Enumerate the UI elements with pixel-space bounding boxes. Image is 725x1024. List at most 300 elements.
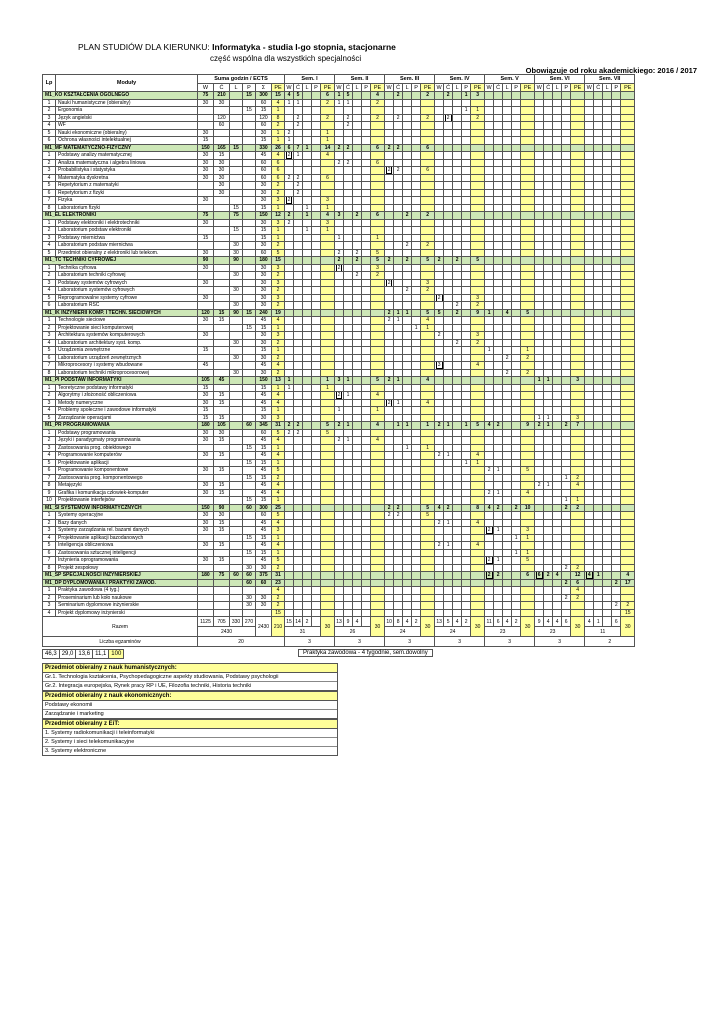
semester-cell [535, 159, 544, 167]
totals-sem-cell [603, 617, 612, 627]
subject-row [43, 489, 635, 497]
sum-cell: 1 [272, 204, 285, 212]
sum-cell: 15 [198, 384, 214, 392]
semester-cell: 4 [471, 542, 485, 550]
sum-cell: 30 [256, 354, 272, 362]
semester-cell [312, 497, 321, 505]
semester-cell: 1 [485, 347, 494, 355]
semester-cell [585, 444, 594, 452]
totals-sem-pe: 30 [321, 617, 335, 637]
semester-cell [485, 482, 494, 490]
semester-cell [312, 324, 321, 332]
subject-row [43, 152, 635, 160]
semester-cell [444, 354, 453, 362]
semester-cell [544, 557, 553, 565]
semester-cell [453, 159, 462, 167]
sum-cell [214, 497, 230, 505]
semester-cell [553, 302, 562, 310]
semester-cell [535, 182, 544, 190]
semester-cell [321, 564, 335, 572]
sum-cell [243, 204, 256, 212]
semester-cell [312, 92, 321, 100]
sum-cell [243, 587, 256, 595]
semester-cell [494, 144, 503, 152]
semester-cell [444, 122, 453, 130]
semester-cell [344, 512, 353, 520]
semester-cell [362, 257, 371, 265]
semester-cell [435, 497, 444, 505]
semester-cell [344, 474, 353, 482]
semester-cell [444, 489, 453, 497]
semester-cell [362, 534, 371, 542]
summary-value: 29,0 [59, 650, 76, 659]
totals-sem-pe: 30 [471, 617, 485, 637]
semester-cell [421, 339, 435, 347]
semester-cell [335, 527, 344, 535]
sum-cell: 3 [272, 527, 285, 535]
subject-name: Praktyka zawodowa (4 tyg.) [56, 587, 198, 595]
semester-cell [353, 497, 362, 505]
semester-cell: 2 [421, 114, 435, 122]
sum-cell: 30 [198, 99, 214, 107]
semester-cell [503, 437, 512, 445]
semester-cell [562, 519, 571, 527]
semester-cell [362, 167, 371, 175]
sum-cell [230, 219, 243, 227]
semester-cell [485, 362, 494, 370]
semester-cell [571, 294, 585, 302]
sum-cell: 1 [272, 107, 285, 115]
semester-cell [394, 497, 403, 505]
semester-cell [544, 122, 553, 130]
semester-cell [371, 602, 385, 610]
semester-cell [435, 407, 444, 415]
semester-cell [471, 407, 485, 415]
module-group-name: M1_TC TECHNIKI CYFROWEJ [43, 257, 198, 265]
semester-cell [362, 572, 371, 580]
semester-cell [412, 534, 421, 542]
subject-lp: 1 [43, 99, 56, 107]
sum-cell [230, 167, 243, 175]
semester-cell [494, 114, 503, 122]
semester-cell [544, 227, 553, 235]
sum-cell [214, 384, 230, 392]
semester-cell [312, 407, 321, 415]
semester-cell [353, 204, 362, 212]
subject-name: Fizyka [56, 197, 198, 205]
semester-cell [621, 444, 635, 452]
semester-cell [394, 189, 403, 197]
semester-cell [594, 384, 603, 392]
header-semester-1: Sem. I [285, 75, 335, 84]
semester-cell [435, 99, 444, 107]
sum-cell: 30 [230, 287, 243, 295]
sum-cell: 45 [256, 489, 272, 497]
sum-cell: 30 [198, 219, 214, 227]
semester-cell [521, 167, 535, 175]
semester-cell [571, 549, 585, 557]
semester-cell [512, 167, 521, 175]
semester-cell [585, 362, 594, 370]
semester-cell [303, 482, 312, 490]
semester-cell [362, 549, 371, 557]
semester-cell [303, 587, 312, 595]
sum-cell [230, 549, 243, 557]
sum-cell [214, 294, 230, 302]
semester-cell [403, 384, 412, 392]
semester-cell [594, 189, 603, 197]
semester-cell [585, 377, 594, 385]
semester-cell: 5 [294, 92, 303, 100]
sum-cell [243, 437, 256, 445]
semester-cell [294, 557, 303, 565]
semester-cell: 4 [371, 392, 385, 400]
semester-cell [421, 527, 435, 535]
semester-cell [362, 594, 371, 602]
semester-cell: 1 [303, 144, 312, 152]
semester-cell [303, 279, 312, 287]
semester-cell [503, 189, 512, 197]
semester-cell [562, 527, 571, 535]
sum-cell: 60 [256, 512, 272, 520]
semester-cell [512, 339, 521, 347]
semester-cell [585, 594, 594, 602]
semester-cell [412, 234, 421, 242]
semester-cell [621, 174, 635, 182]
semester-cell [621, 504, 635, 512]
semester-cell [285, 264, 294, 272]
semester-cell [353, 579, 362, 587]
semester-cell [335, 474, 344, 482]
sum-cell: 15 [272, 257, 285, 265]
semester-cell [353, 452, 362, 460]
semester-cell [403, 129, 412, 137]
semester-cell: 2 [612, 602, 621, 610]
sum-cell [230, 429, 243, 437]
semester-cell [494, 497, 503, 505]
internship-note: Praktyka zawodowa - 4 tygodnie, sem.dowolny [298, 649, 433, 657]
semester-cell [521, 497, 535, 505]
semester-cell [444, 609, 453, 617]
semester-cell [462, 249, 471, 257]
semester-cell [535, 429, 544, 437]
semester-cell [594, 174, 603, 182]
semester-cell [453, 377, 462, 385]
semester-cell [312, 302, 321, 310]
sum-cell: 150 [256, 212, 272, 220]
subject-name: Proseminarium lub koło naukowe [56, 594, 198, 602]
semester-cell [444, 347, 453, 355]
subject-row [43, 287, 635, 295]
semester-cell [362, 504, 371, 512]
semester-cell [321, 287, 335, 295]
semester-cell [394, 384, 403, 392]
semester-cell [512, 317, 521, 325]
semester-cell [353, 339, 362, 347]
semester-cell: 6 [521, 572, 535, 580]
sum-cell: 30 [214, 167, 230, 175]
semester-cell [444, 197, 453, 205]
semester-cell [385, 339, 394, 347]
semester-cell [535, 602, 544, 610]
semester-cell [553, 527, 562, 535]
sum-cell [230, 182, 243, 190]
sum-cell: 30 [256, 302, 272, 310]
semester-cell [594, 564, 603, 572]
semester-cell [553, 557, 562, 565]
semester-cell [412, 557, 421, 565]
semester-cell [335, 587, 344, 595]
semester-cell [394, 302, 403, 310]
semester-cell [571, 399, 585, 407]
sum-cell: 75 [214, 572, 230, 580]
semester-cell [612, 362, 621, 370]
semester-cell [603, 362, 612, 370]
semester-cell [294, 459, 303, 467]
sum-cell: 60 [243, 579, 256, 587]
semester-cell [321, 407, 335, 415]
semester-cell [435, 324, 444, 332]
sum-cell [230, 534, 243, 542]
semester-cell [535, 294, 544, 302]
semester-cell [344, 332, 353, 340]
sum-cell: 30 [198, 452, 214, 460]
semester-cell [294, 407, 303, 415]
semester-cell [544, 182, 553, 190]
semester-cell [344, 572, 353, 580]
semester-cell [571, 279, 585, 287]
semester-cell [394, 204, 403, 212]
semester-cell [285, 534, 294, 542]
sum-cell [230, 422, 243, 430]
semester-cell [412, 444, 421, 452]
semester-cell: 1 [321, 384, 335, 392]
semester-cell [503, 399, 512, 407]
semester-cell [412, 264, 421, 272]
semester-cell [494, 354, 503, 362]
totals-sem-cell: 10 [386, 618, 392, 625]
sum-cell: 15 [256, 107, 272, 115]
semester-cell [435, 534, 444, 542]
sum-cell [230, 579, 243, 587]
sum-cell: 75 [230, 212, 243, 220]
semester-cell [485, 497, 494, 505]
sum-cell [243, 489, 256, 497]
semester-cell: 2 [512, 504, 521, 512]
semester-cell [335, 572, 344, 580]
semester-cell [571, 219, 585, 227]
sum-cell [230, 137, 243, 145]
semester-cell: 1 [494, 557, 503, 565]
totals-sem-cell: 6 [494, 617, 503, 627]
semester-cell [321, 392, 335, 400]
semester-cell [371, 227, 385, 235]
semester-cell [362, 294, 371, 302]
semester-cell [571, 407, 585, 415]
semester-cell [612, 114, 621, 122]
semester-cell [503, 542, 512, 550]
header-sum: Suma godzin / ECTS [198, 75, 285, 84]
sum-cell: 4 [272, 392, 285, 400]
semester-cell [394, 227, 403, 235]
totals-sem-cell: 2 [412, 617, 421, 627]
header-semester-3: Sem. III [385, 75, 435, 84]
semester-cell [621, 534, 635, 542]
semester-cell [444, 212, 453, 220]
subject-lp: 7 [43, 362, 56, 370]
subject-row [43, 549, 635, 557]
semester-cell [612, 287, 621, 295]
semester-cell [321, 242, 335, 250]
semester-cell [485, 542, 494, 550]
semester-cell [285, 587, 294, 595]
semester-cell [335, 122, 344, 130]
semester-cell [403, 609, 412, 617]
semester-cell [462, 264, 471, 272]
semester-cell [453, 137, 462, 145]
exams-semester: 3 [285, 637, 335, 647]
subject-name: Ochrona własności intelektualnej [56, 137, 198, 145]
semester-cell [462, 227, 471, 235]
semester-cell [303, 234, 312, 242]
semester-cell [485, 182, 494, 190]
semester-cell [612, 339, 621, 347]
subject-lp: 5 [43, 347, 56, 355]
module-group-name: M1_EL ELEKTRONIKI [43, 212, 198, 220]
sum-cell [243, 219, 256, 227]
header-semester-2: Sem. II [335, 75, 385, 84]
semester-cell [303, 422, 312, 430]
semester-cell [385, 287, 394, 295]
semester-cell [503, 557, 512, 565]
semester-cell [462, 542, 471, 550]
semester-cell [512, 129, 521, 137]
sum-cell: 15 [243, 324, 256, 332]
semester-cell [503, 587, 512, 595]
semester-cell [544, 339, 553, 347]
semester-cell [412, 429, 421, 437]
semester-cell [594, 489, 603, 497]
sum-cell [243, 369, 256, 377]
semester-cell [444, 362, 453, 370]
semester-cell [453, 204, 462, 212]
semester-cell: 1 [403, 309, 412, 317]
semester-cell [285, 362, 294, 370]
semester-cell [403, 99, 412, 107]
semester-cell [535, 512, 544, 520]
semester-cell [535, 609, 544, 617]
sum-cell: 4 [272, 482, 285, 490]
semester-cell [362, 242, 371, 250]
sum-cell: 30 [198, 264, 214, 272]
semester-cell [562, 287, 571, 295]
semester-cell [512, 159, 521, 167]
semester-cell: 2 [385, 279, 394, 287]
subject-name: Inżynieria oprogramowania [56, 557, 198, 565]
semester-cell [571, 467, 585, 475]
semester-cell [412, 204, 421, 212]
semester-cell [362, 429, 371, 437]
semester-cell [362, 272, 371, 280]
semester-cell [371, 459, 385, 467]
semester-cell [494, 272, 503, 280]
semester-cell [603, 527, 612, 535]
sum-cell: 15 [214, 452, 230, 460]
semester-cell [344, 594, 353, 602]
sum-cell: 60 [256, 167, 272, 175]
semester-cell [462, 572, 471, 580]
semester-cell [362, 174, 371, 182]
semester-cell [362, 287, 371, 295]
sum-cell: 5 [272, 429, 285, 437]
semester-cell [394, 549, 403, 557]
semester-cell [512, 572, 521, 580]
semester-cell: 1 [335, 92, 344, 100]
semester-cell [612, 324, 621, 332]
semester-cell [594, 302, 603, 310]
semester-cell [485, 339, 494, 347]
semester-cell [394, 534, 403, 542]
header-sem-sub: P [612, 84, 621, 92]
subject-row [43, 294, 635, 302]
sum-cell: 30 [198, 519, 214, 527]
semester-cell [553, 324, 562, 332]
semester-cell [312, 572, 321, 580]
semester-cell [335, 609, 344, 617]
semester-cell [535, 189, 544, 197]
semester-cell [544, 437, 553, 445]
semester-cell [571, 174, 585, 182]
sum-cell [198, 182, 214, 190]
semester-cell [421, 294, 435, 302]
semester-cell [621, 549, 635, 557]
semester-cell [444, 182, 453, 190]
semester-cell [553, 482, 562, 490]
semester-cell [312, 212, 321, 220]
module-group-row [43, 579, 635, 587]
semester-cell [403, 594, 412, 602]
totals-sem-cell: 8 [394, 617, 403, 627]
semester-cell [553, 249, 562, 257]
subject-lp: 2 [43, 107, 56, 115]
semester-cell [394, 407, 403, 415]
semester-cell [294, 219, 303, 227]
sum-cell: 45 [214, 377, 230, 385]
semester-cell [471, 467, 485, 475]
semester-cell [544, 99, 553, 107]
semester-cell: 1 [394, 377, 403, 385]
sum-cell [243, 159, 256, 167]
semester-cell [385, 489, 394, 497]
semester-cell: 3 [321, 219, 335, 227]
semester-cell [571, 182, 585, 190]
semester-cell [585, 557, 594, 565]
subject-name: Matematyka dyskretna [56, 174, 198, 182]
semester-cell [453, 234, 462, 242]
semester-cell [612, 219, 621, 227]
subject-lp: 4 [43, 339, 56, 347]
semester-cell [621, 332, 635, 340]
sum-cell [198, 609, 214, 617]
semester-cell [353, 362, 362, 370]
subject-lp: 3 [43, 167, 56, 175]
semester-cell: 1 [521, 347, 535, 355]
semester-cell [503, 459, 512, 467]
semester-cell [435, 482, 444, 490]
sum-cell [198, 497, 214, 505]
semester-cell [585, 587, 594, 595]
semester-cell: 1 [321, 227, 335, 235]
